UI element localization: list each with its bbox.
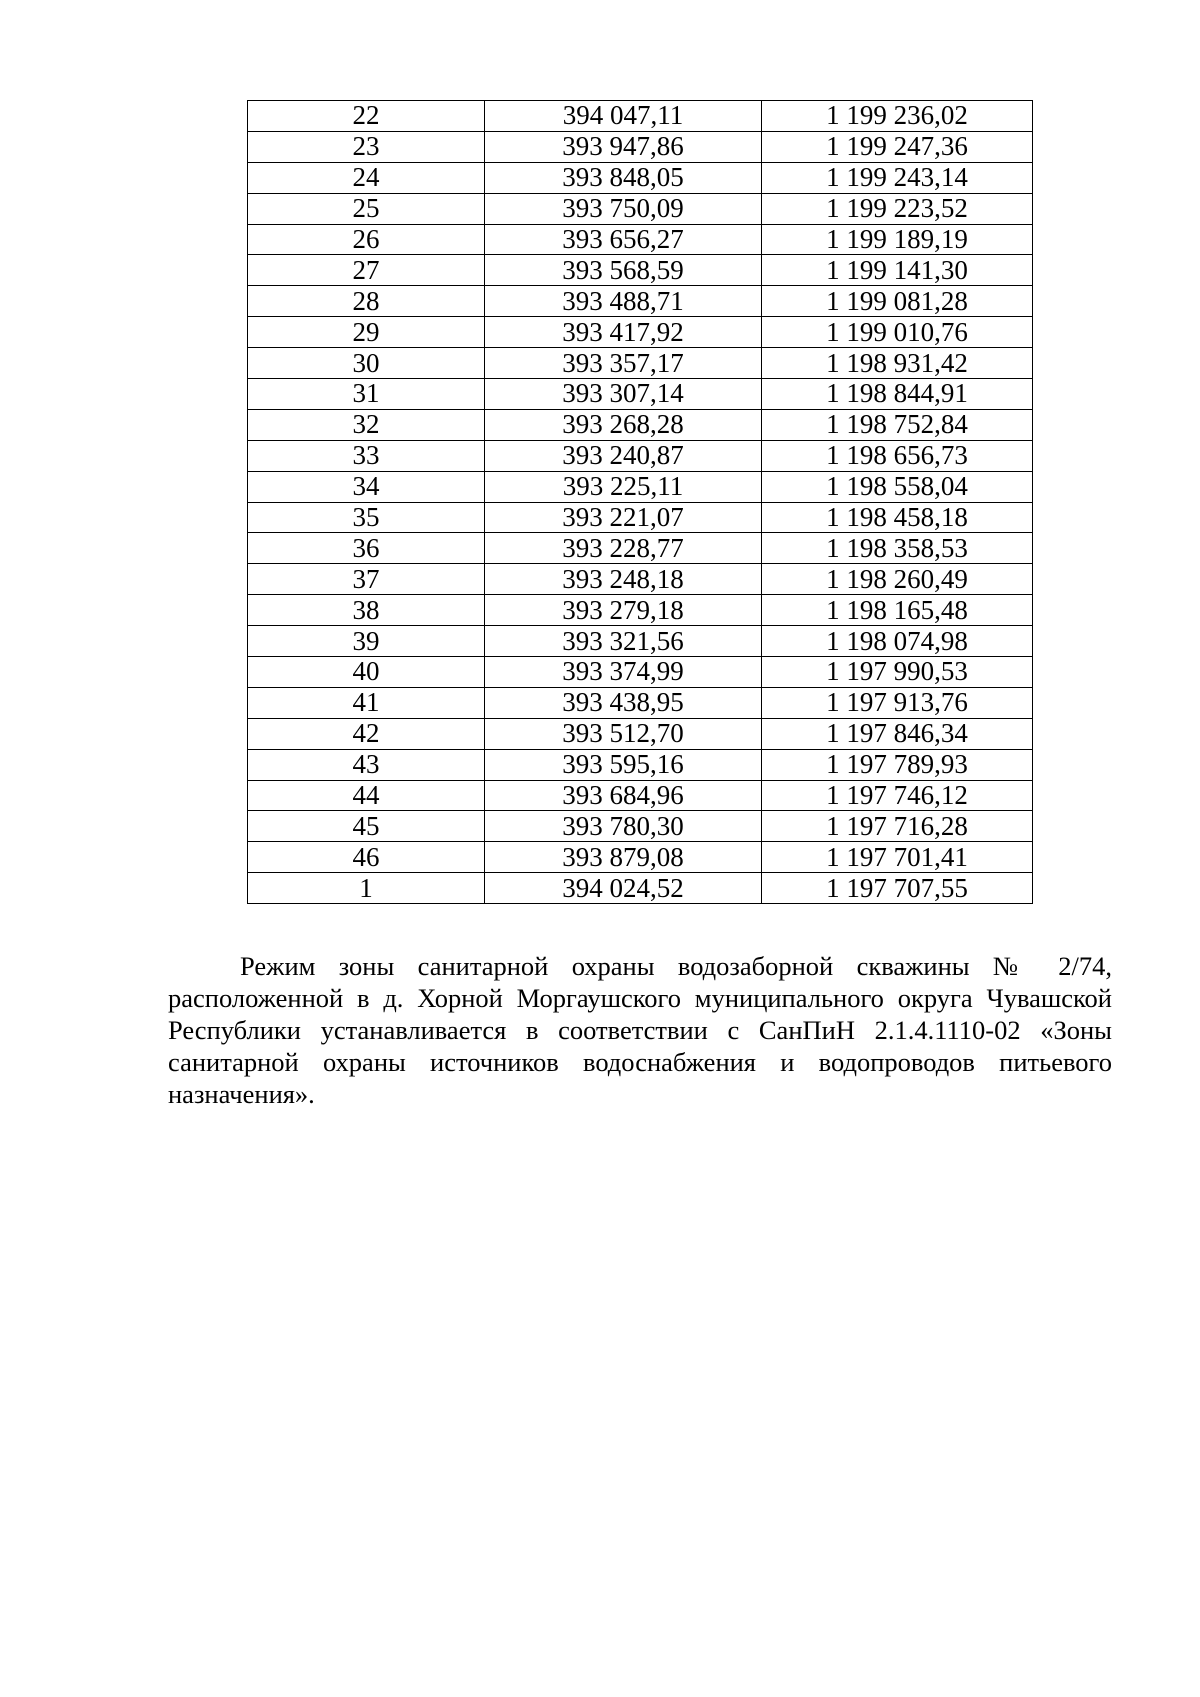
y-coordinate-cell: 1 199 243,14: [762, 162, 1033, 193]
point-number-cell: 32: [248, 409, 485, 440]
table-row: [248, 718, 1033, 749]
x-coordinate-cell: 393 357,17: [485, 348, 762, 379]
y-coordinate-cell: 1 197 913,76: [762, 687, 1033, 718]
table-row: [248, 317, 1033, 348]
y-coordinate-cell: 1 199 247,36: [762, 131, 1033, 162]
x-coordinate-cell: 393 684,96: [485, 780, 762, 811]
x-coordinate-cell: 394 024,52: [485, 873, 762, 904]
x-coordinate-cell: 393 228,77: [485, 533, 762, 564]
y-coordinate-cell: 1 199 189,19: [762, 224, 1033, 255]
table-row: [248, 409, 1033, 440]
x-coordinate-cell: 393 488,71: [485, 286, 762, 317]
point-number-cell: 40: [248, 657, 485, 688]
point-number-cell: 45: [248, 811, 485, 842]
x-coordinate-cell: 393 221,07: [485, 502, 762, 533]
table-row: [248, 193, 1033, 224]
y-coordinate-cell: 1 198 558,04: [762, 471, 1033, 502]
y-coordinate-cell: 1 198 752,84: [762, 409, 1033, 440]
y-coordinate-cell: 1 199 141,30: [762, 255, 1033, 286]
point-number-cell: 26: [248, 224, 485, 255]
table-row: [248, 626, 1033, 657]
point-number-cell: 37: [248, 564, 485, 595]
table-row: [248, 101, 1033, 132]
table-row: [248, 687, 1033, 718]
y-coordinate-cell: 1 197 707,55: [762, 873, 1033, 904]
y-coordinate-cell: 1 198 931,42: [762, 348, 1033, 379]
table-row: [248, 564, 1033, 595]
table-row: [248, 873, 1033, 904]
x-coordinate-cell: 393 879,08: [485, 842, 762, 873]
y-coordinate-cell: 1 199 010,76: [762, 317, 1033, 348]
point-number-cell: 30: [248, 348, 485, 379]
y-coordinate-cell: 1 198 656,73: [762, 440, 1033, 471]
y-coordinate-cell: 1 198 844,91: [762, 379, 1033, 410]
regime-paragraph: Режим зоны санитарной охраны водозаборной скважины № 2/74, расположенной в д. Хорной Моргаушского муниципального округа Чувашской Республики устанавливается в соответствии с СанПиН 2.1.4.1110-02 «Зоны санитарной охраны источников водоснабжения и водопроводов питьевого назначения».: [168, 951, 1112, 1109]
x-coordinate-cell: 393 947,86: [485, 131, 762, 162]
point-number-cell: 29: [248, 317, 485, 348]
x-coordinate-cell: 393 780,30: [485, 811, 762, 842]
x-coordinate-cell: 393 568,59: [485, 255, 762, 286]
table-row: [248, 811, 1033, 842]
x-coordinate-cell: 393 417,92: [485, 317, 762, 348]
point-number-cell: 44: [248, 780, 485, 811]
point-number-cell: 27: [248, 255, 485, 286]
coordinates-table-body: [248, 101, 1033, 904]
x-coordinate-cell: 393 374,99: [485, 657, 762, 688]
table-row: [248, 162, 1033, 193]
y-coordinate-cell: 1 197 846,34: [762, 718, 1033, 749]
table-row: [248, 286, 1033, 317]
y-coordinate-cell: 1 198 260,49: [762, 564, 1033, 595]
y-coordinate-cell: 1 198 074,98: [762, 626, 1033, 657]
x-coordinate-cell: 393 279,18: [485, 595, 762, 626]
x-coordinate-cell: 393 750,09: [485, 193, 762, 224]
point-number-cell: 23: [248, 131, 485, 162]
table-row: [248, 842, 1033, 873]
y-coordinate-cell: 1 199 223,52: [762, 193, 1033, 224]
x-coordinate-cell: 393 595,16: [485, 749, 762, 780]
table-row: [248, 348, 1033, 379]
point-number-cell: 22: [248, 101, 485, 132]
table-row: [248, 131, 1033, 162]
y-coordinate-cell: 1 198 165,48: [762, 595, 1033, 626]
y-coordinate-cell: 1 198 458,18: [762, 502, 1033, 533]
point-number-cell: 31: [248, 379, 485, 410]
table-row: [248, 255, 1033, 286]
y-coordinate-cell: 1 197 701,41: [762, 842, 1033, 873]
x-coordinate-cell: 393 240,87: [485, 440, 762, 471]
coordinates-table: [247, 100, 1033, 904]
y-coordinate-cell: 1 197 789,93: [762, 749, 1033, 780]
x-coordinate-cell: 393 438,95: [485, 687, 762, 718]
x-coordinate-cell: 393 248,18: [485, 564, 762, 595]
point-number-cell: 33: [248, 440, 485, 471]
point-number-cell: 1: [248, 873, 485, 904]
table-row: [248, 379, 1033, 410]
x-coordinate-cell: 393 321,56: [485, 626, 762, 657]
x-coordinate-cell: 393 225,11: [485, 471, 762, 502]
table-row: [248, 533, 1033, 564]
point-number-cell: 38: [248, 595, 485, 626]
table-row: [248, 224, 1033, 255]
table-row: [248, 780, 1033, 811]
y-coordinate-cell: 1 198 358,53: [762, 533, 1033, 564]
point-number-cell: 36: [248, 533, 485, 564]
y-coordinate-cell: 1 199 081,28: [762, 286, 1033, 317]
table-row: [248, 471, 1033, 502]
x-coordinate-cell: 393 848,05: [485, 162, 762, 193]
table-row: [248, 749, 1033, 780]
point-number-cell: 34: [248, 471, 485, 502]
point-number-cell: 35: [248, 502, 485, 533]
x-coordinate-cell: 393 656,27: [485, 224, 762, 255]
y-coordinate-cell: 1 197 716,28: [762, 811, 1033, 842]
table-row: [248, 502, 1033, 533]
y-coordinate-cell: 1 197 990,53: [762, 657, 1033, 688]
x-coordinate-cell: 393 268,28: [485, 409, 762, 440]
x-coordinate-cell: 393 307,14: [485, 379, 762, 410]
point-number-cell: 41: [248, 687, 485, 718]
y-coordinate-cell: 1 199 236,02: [762, 101, 1033, 132]
point-number-cell: 46: [248, 842, 485, 873]
x-coordinate-cell: 393 512,70: [485, 718, 762, 749]
table-row: [248, 440, 1033, 471]
point-number-cell: 43: [248, 749, 485, 780]
point-number-cell: 28: [248, 286, 485, 317]
table-row: [248, 595, 1033, 626]
x-coordinate-cell: 394 047,11: [485, 101, 762, 132]
point-number-cell: 42: [248, 718, 485, 749]
point-number-cell: 24: [248, 162, 485, 193]
point-number-cell: 39: [248, 626, 485, 657]
table-row: [248, 657, 1033, 688]
point-number-cell: 25: [248, 193, 485, 224]
y-coordinate-cell: 1 197 746,12: [762, 780, 1033, 811]
